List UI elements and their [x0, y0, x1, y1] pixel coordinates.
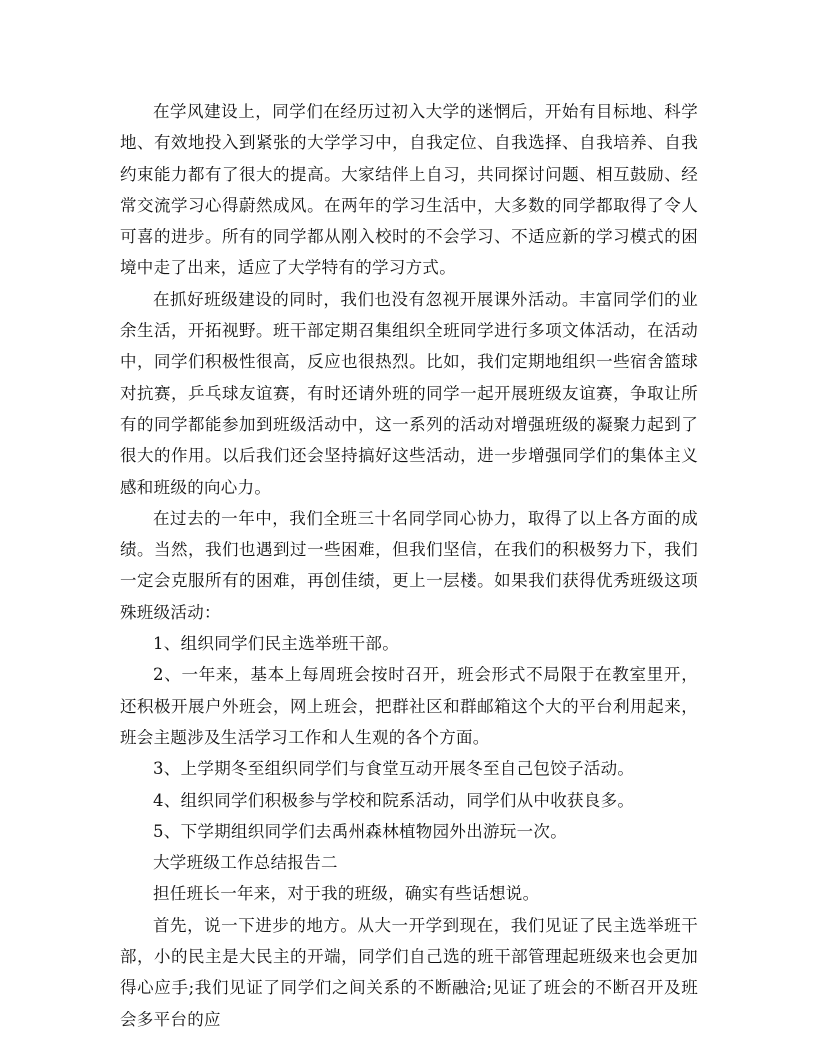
list-item-4: 4、组织同学们积极参与学校和院系活动，同学们从中收获良多。 [153, 790, 635, 810]
paragraph-extracurricular: 在抓好班级建设的同时，我们也没有忽视开展课外活动。丰富同学们的业余生活，开拓视野。班干部定期召集组织全班同学进行多项文体活动，在活动中，同学们积极性很高，反应也很热烈。比如，我们定期地组织一些宿舍篮球对抗赛，乒乓球友谊赛，有时还请外班的同学一起开展班级友谊赛，争取让所有的同学都能参加到班级活动中，这一系列的活动对增强班级的凝聚力起到了很大的作用。以后我们还会坚持搞好这些活动，进一步增强同学们的集体主义感和班级的向心力。 [120, 289, 698, 497]
paragraph-study-style: 在学风建设上，同学们在经历过初入大学的迷惘后，开始有目标地、科学地、有效地投入到紧张的大学学习中，自我定位、自我选择、自我培养、自我约束能力都有了很大的提高。大家结伴上自习，共同探讨问题、相互鼓励、经常交流学习心得蔚然成风。在两年的学习生活中，大多数的同学都取得了令人可喜的进步。所有的同学都从刚入校时的不会学习、不适应新的学习模式的困境中走了出来，适应了大学特有的学习方式。 [120, 102, 698, 278]
list-item-2: 2、一年来，基本上每周班会按时召开，班会形式不局限于在教室里开，还积极开展户外班会，网上班会，把群社区和群邮箱这个大的平台利用起来，班会主题涉及生活学习工作和人生观的各个方面。 [120, 665, 698, 747]
list-item-5: 5、下学期组织同学们去禹州森林植物园外出游玩一次。 [153, 821, 567, 841]
paragraph-achievements: 在过去的一年中，我们全班三十名同学同心协力，取得了以上各方面的成绩。当然，我们也遇到过一些困难，但我们坚信，在我们的积极努力下，我们一定会克服所有的困难，再创佳绩，更上一层楼。如果我们获得优秀班级这项殊班级活动： [120, 508, 698, 622]
document-page [120, 96, 698, 1035]
list-item-3: 3、上学期冬至组织同学们与食堂互动开展冬至自己包饺子活动。 [153, 759, 635, 779]
paragraph-progress: 首先，说一下进步的地方。从大一开学到现在，我们见证了民主选举班干部，小的民主是大民主的开端，同学们自己选的班干部管理起班级来也会更加得心应手;我们见证了同学们之间关系的不断融洽;见证了班会的不断召开及班会多平台的应 [120, 915, 698, 1029]
section-heading: 大学班级工作总结报告二 [153, 853, 338, 873]
paragraph-intro: 担任班长一年来，对于我的班级，确实有些话想说。 [153, 884, 540, 904]
list-item-1: 1、组织同学们民主选举班干部。 [153, 634, 399, 654]
